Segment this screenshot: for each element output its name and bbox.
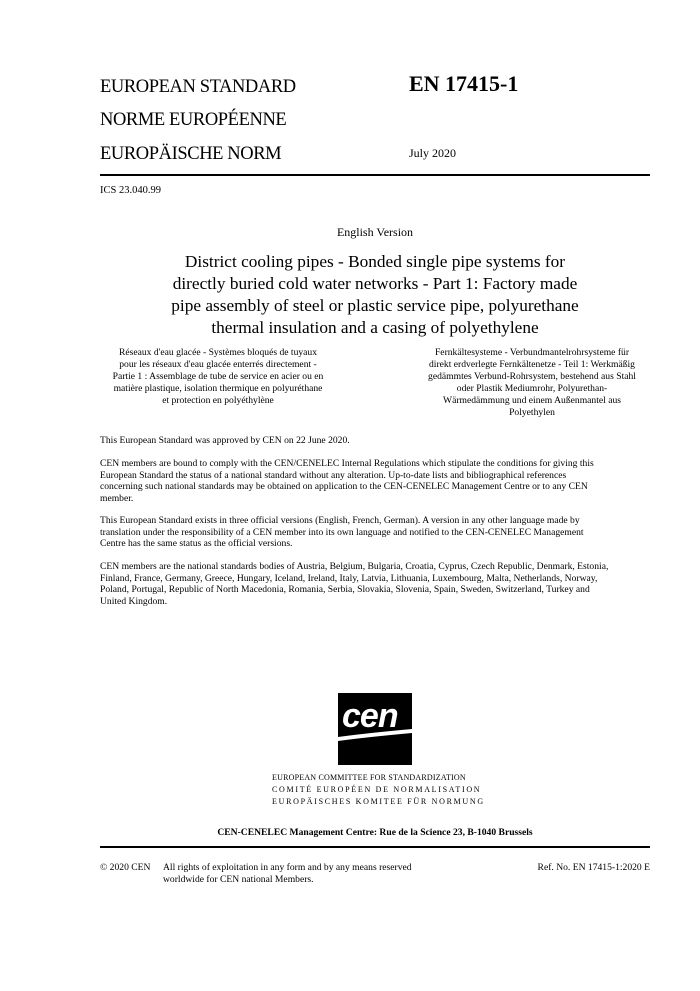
title-fr-line: et protection en polyéthylène (162, 395, 274, 406)
paragraph-line: Poland, Portugal, Republic of North Macedonia, Romania, Serbia, Slovakia, Slovenia, Spain, Sweden, Switzerland, Turkey and (100, 584, 590, 596)
footer-rule (100, 846, 650, 848)
title-de-line: Polyethylen (509, 407, 555, 418)
cen-logo-mark (338, 693, 412, 765)
rights-line: All rights of exploitation in any form and by any means reserved (163, 862, 412, 873)
title-de-line: Fernkältesysteme - Verbundmantelrohrsysteme für (434, 347, 630, 358)
ics-code: ICS 23.040.99 (100, 185, 161, 196)
title-line: pipe assembly of steel or plastic service pipe, polyurethane (171, 296, 579, 315)
title-french (100, 347, 336, 407)
document-title (140, 251, 610, 339)
paragraph-line: United Kingdom. (100, 595, 168, 607)
paragraph-line: Finland, France, Germany, Greece, Hungary, Iceland, Ireland, Italy, Latvia, Lithuania, Luxembourg, Malta, Netherlands, Norway, (100, 572, 598, 584)
org-name-en: EUROPEAN COMMITTEE FOR STANDARDIZATION (272, 773, 466, 782)
org-name-fr: COMITÉ EUROPÉEN DE NORMALISATION (272, 785, 482, 794)
title-line: District cooling pipes - Bonded single pipe systems for (184, 252, 566, 271)
paragraph-line: European Standard the status of a national standard without any alteration. Up-to-date lists and bibliographical references (100, 469, 567, 481)
reference-number: Ref. No. EN 17415-1:2020 E (537, 862, 650, 873)
title-de-line: direkt erdverlegte Fernkältenetze - Teil 1: Werkmäßig (429, 359, 635, 370)
versions-paragraph (100, 515, 652, 550)
paragraph-line: concerning such national standards may be obtained on application to the CEN-CENELEC Management Centre or to any CEN (100, 481, 588, 493)
paragraph-line: CEN members are bound to comply with the CEN/CENELEC Internal Regulations which stipulate the conditions for giving this (100, 458, 594, 469)
title-fr-line: pour les réseaux d'eau glacée enterrés directement - (119, 359, 317, 370)
title-line: directly buried cold water networks - Part 1: Factory made (172, 274, 578, 293)
cen-logo (338, 693, 412, 765)
cen-logo-text: cen (342, 697, 398, 735)
paragraph-line: translation under the responsibility of a CEN member into its own language and notified to the CEN-CENELEC Management (100, 526, 584, 538)
paragraph-line: Centre has the same status as the official versions. (100, 538, 293, 550)
standard-label-de: EUROPÄISCHE NORM (100, 144, 282, 164)
title-line: thermal insulation and a casing of polyethylene (211, 318, 539, 337)
standard-label-fr: NORME EUROPÉENNE (100, 110, 287, 130)
paragraph-line: member. (100, 492, 134, 504)
title-de-line: oder Plastik Mediumrohr, Polyurethan- (456, 383, 608, 394)
paragraph-line: CEN members are the national standards bodies of Austria, Belgium, Bulgaria, Croatia, Cyprus, Czech Republic, Denmark, Estonia, (100, 561, 609, 572)
paragraph-line: This European Standard was approved by CEN on 22 June 2020. (100, 435, 350, 446)
standard-label-en: EUROPEAN STANDARD (100, 77, 296, 97)
paragraph-line: This European Standard exists in three official versions (English, French, German). A version in any other language made by (100, 515, 580, 526)
copyright: © 2020 CEN (100, 862, 151, 873)
publication-date: July 2020 (409, 146, 457, 160)
title-de-line: Wärmedämmung und einem Außenmantel aus (443, 395, 621, 406)
version-note: English Version (336, 225, 414, 239)
title-german (412, 347, 652, 419)
org-name-de: EUROPÄISCHES KOMITEE FÜR NORMUNG (272, 797, 485, 806)
approval-paragraph (100, 435, 652, 447)
header-rule (100, 174, 650, 176)
title-fr-line: Partie 1 : Assemblage de tube de service en acier ou en (112, 371, 324, 382)
standard-number: EN 17415-1 (409, 71, 519, 96)
members-paragraph (100, 561, 652, 607)
management-centre-address: CEN-CENELEC Management Centre: Rue de la Science 23, B-1040 Brussels (217, 827, 533, 838)
title-fr-line: Réseaux d'eau glacée - Systèmes bloqués de tuyaux (118, 347, 318, 358)
rights-line: worldwide for CEN national Members. (163, 873, 314, 885)
title-fr-line: matière plastique, isolation thermique en polyuréthane (113, 383, 323, 394)
title-de-line: gedämmtes Verbund-Rohrsystem, bestehend aus Stahl (428, 371, 636, 382)
compliance-paragraph (100, 458, 652, 504)
rights-statement (163, 862, 463, 885)
